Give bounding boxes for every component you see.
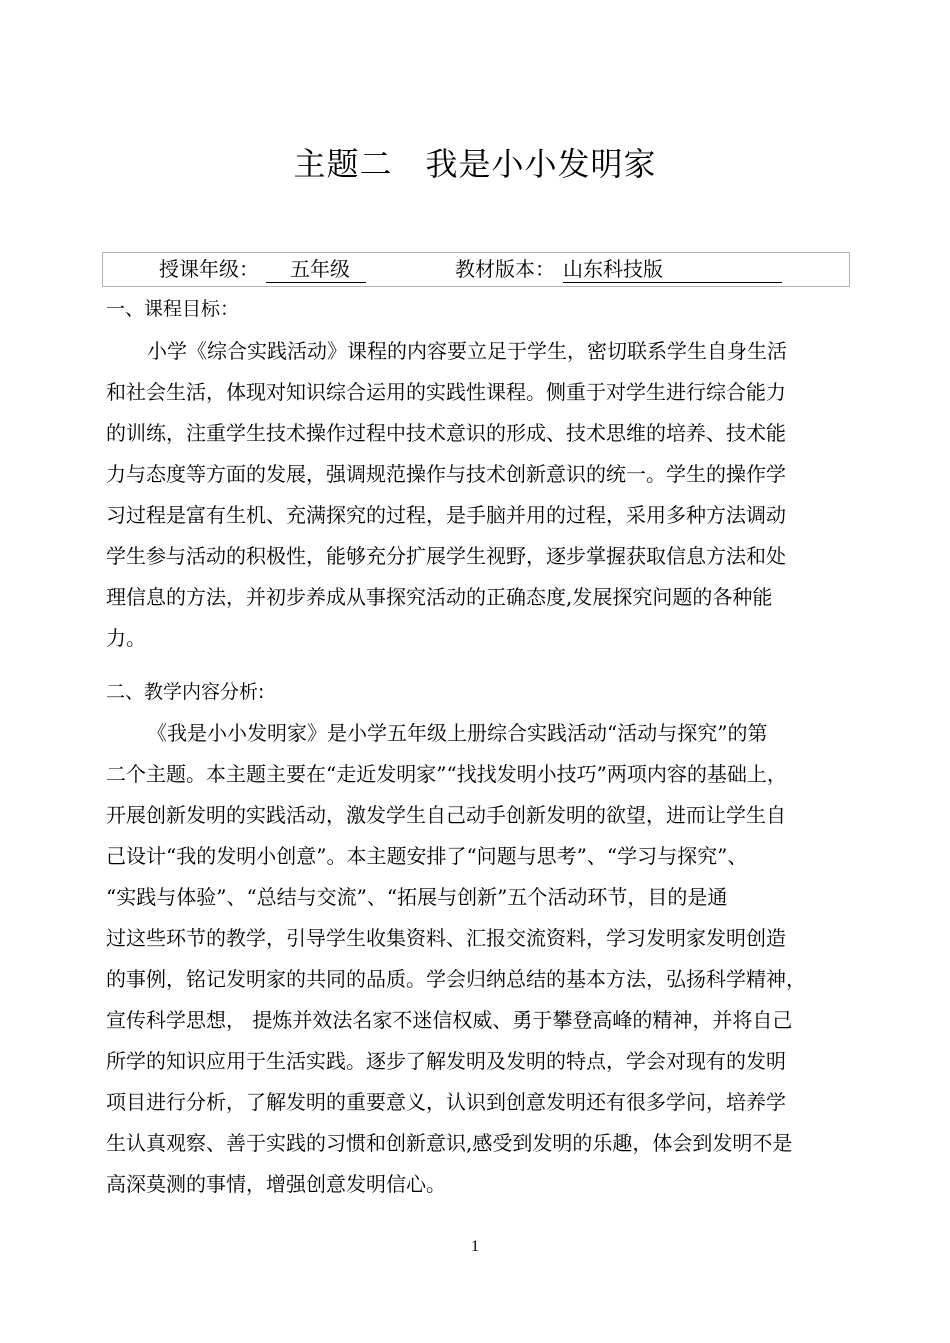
paragraph-line: 生认真观察、善于实践的习惯和创新意识,感受到发明的乐趣，体会到发明不是 [106, 1131, 793, 1155]
paragraph-line: 小学《综合实践活动》课程的内容要立足于学生，密切联系学生自身生活 [147, 339, 787, 363]
course-info-box [102, 252, 850, 287]
page-number: 1 [471, 1238, 479, 1255]
paragraph-line: 习过程是富有生机、充满探究的过程，是手脑并用的过程，采用多种方法调动 [106, 503, 786, 527]
paragraph-line: 己设计“我的发明小创意”。本主题安排了“问题与思考”、“学习与探究”、 [106, 844, 748, 868]
edition-label: 教材版本： [455, 257, 555, 281]
paragraph-line: 的事例，铭记发明家的共同的品质。学会归纳总结的基本方法，弘扬科学精神， [106, 967, 806, 991]
paragraph-line: 力与态度等方面的发展，强调规范操作与技术创新意识的统一。学生的操作学 [106, 462, 786, 486]
paragraph-line: 学生参与活动的积极性，能够充分扩展学生视野，逐步掌握获取信息方法和处 [106, 544, 786, 568]
paragraph-line: 所学的知识应用于生活实践。逐步了解发明及发明的特点，学会对现有的发明 [106, 1049, 786, 1073]
grade-value: 五年级 [266, 256, 366, 283]
paragraph-line: “实践与体验”、“总结与交流”、“拓展与创新”五个活动环节，目的是通 [106, 885, 728, 909]
paragraph-line: 《我是小小发明家》是小学五年级上册综合实践活动“活动与探究”的第 [147, 721, 768, 745]
grade-label: 授课年级： [159, 257, 259, 281]
paragraph-line: 高深莫测的事情，增强创意发明信心。 [106, 1172, 446, 1196]
paragraph-line: 开展创新发明的实践活动，激发学生自己动手创新发明的欲望，进而让学生自 [106, 803, 786, 827]
paragraph-line: 理信息的方法，并初步养成从事探究活动的正确态度,发展探究问题的各种能 [106, 585, 773, 609]
paragraph-line: 项目进行分析，了解发明的重要意义，认识到创意发明还有很多学问，培养学 [106, 1090, 786, 1114]
paragraph-line: 的训练，注重学生技术操作过程中技术意识的形成、技术思维的培养、技术能 [106, 421, 786, 445]
paragraph-line: 力。 [106, 626, 146, 650]
paragraph-line: 和社会生活，体现对知识综合运用的实践性课程。侧重于对学生进行综合能力 [106, 380, 786, 404]
section-heading-course-objectives: 一、课程目标： [106, 298, 240, 320]
paragraph-line: 二个主题。本主题主要在“走近发明家”“找找发明小技巧”两项内容的基础上， [106, 762, 787, 786]
section-heading-content-analysis: 二、教学内容分析: [106, 681, 265, 703]
page-title: 主题二 我是小小发明家 [293, 145, 657, 183]
paragraph-line: 过这些环节的教学，引导学生收集资料、汇报交流资料，学习发明家发明创造 [106, 926, 786, 950]
edition-value: 山东科技版 [563, 256, 782, 283]
paragraph-line: 宣传科学思想， 提炼并效法名家不迷信权威、勇于攀登高峰的精神，并将自己 [106, 1008, 793, 1032]
